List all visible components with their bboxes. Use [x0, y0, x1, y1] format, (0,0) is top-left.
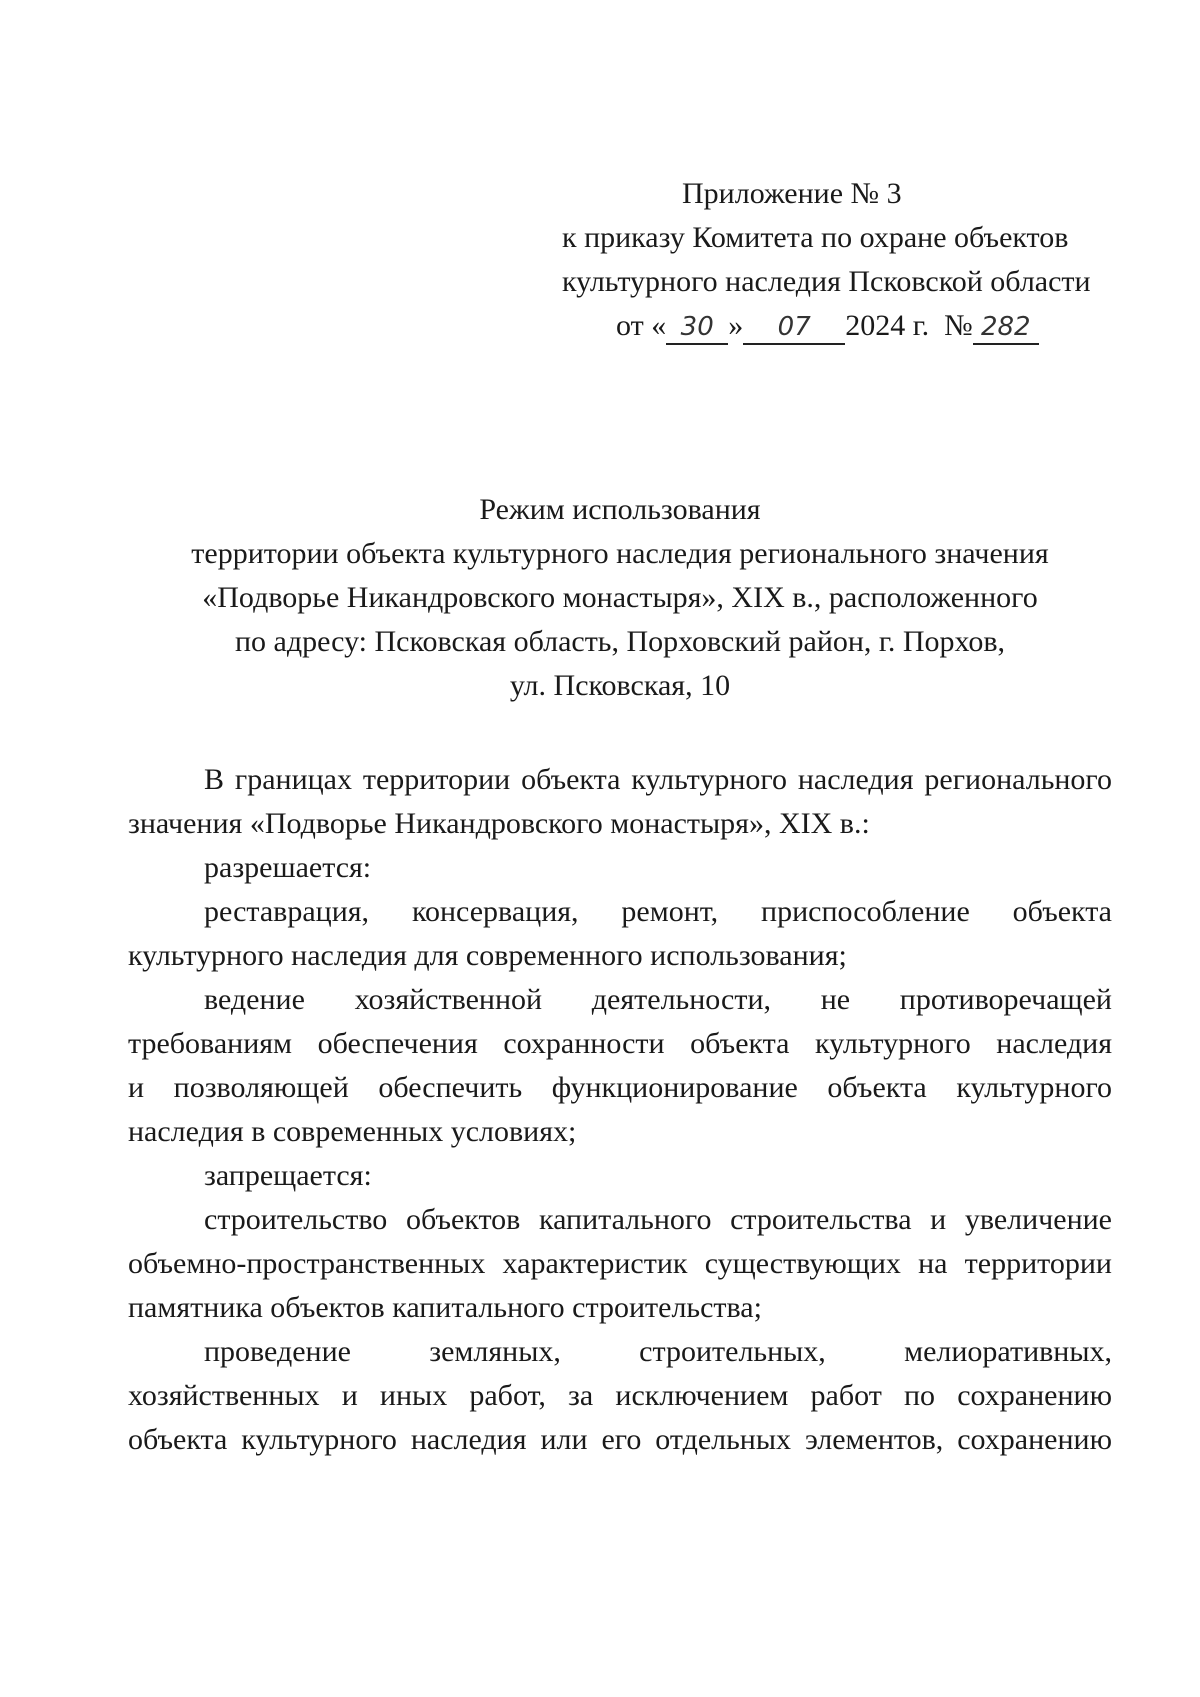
title-line-3: «Подворье Никандровского монастыря», XIX в., расположенного: [202, 581, 1038, 614]
number-prefix: №: [944, 309, 973, 342]
allowed-item-1-line-2: культурного наследия для современного использования;: [128, 939, 847, 972]
date-year: 2024 г.: [845, 309, 930, 342]
forbidden-item-1-line-2: объемно-пространственных характеристик существующих на территории: [128, 1247, 1112, 1280]
allowed-item-1: [128, 890, 1112, 978]
handwritten-order-number: 282: [973, 311, 1039, 345]
intro-line-1: В границах территории объекта культурного наследия регионального: [204, 763, 1112, 796]
appendix-order-ref: к приказу Комитета по охране объектов: [562, 221, 1069, 254]
forbidden-item-1-line-3: памятника объектов капитального строительства;: [128, 1291, 762, 1324]
appendix-number: Приложение № 3: [682, 177, 902, 210]
allowed-item-2-line-3: и позволяющей обеспечить функционирование объекта культурного: [128, 1071, 1112, 1104]
allowed-item-1-line-1: реставрация, консервация, ремонт, приспособление объекта: [204, 895, 1112, 928]
handwritten-month: 07: [743, 311, 845, 345]
document-title: [130, 488, 1110, 708]
appendix-date-line: [562, 304, 1122, 348]
allowed-item-2-line-2: требованиям обеспечения сохранности объекта культурного наследия: [128, 1027, 1112, 1060]
forbidden-label: запрещается:: [204, 1159, 372, 1192]
intro-paragraph: [128, 758, 1112, 846]
forbidden-item-1-line-1: строительство объектов капитального строительства и увеличение: [204, 1203, 1112, 1236]
appendix-committee: культурного наследия Псковской области: [562, 265, 1091, 298]
document-body: [128, 758, 1112, 1462]
forbidden-item-2-line-3: объекта культурного наследия или его отдельных элементов, сохранению: [128, 1423, 1112, 1456]
date-prefix: от «: [616, 309, 667, 342]
forbidden-item-2-line-2: хозяйственных и иных работ, за исключением работ по сохранению: [128, 1379, 1112, 1412]
handwritten-day: 30: [666, 311, 728, 345]
allowed-item-2-line-1: ведение хозяйственной деятельности, не противоречащей: [204, 983, 1112, 1016]
forbidden-item-2: [128, 1330, 1112, 1462]
allowed-item-2-line-4: наследия в современных условиях;: [128, 1115, 577, 1148]
title-line-5: ул. Псковская, 10: [509, 669, 731, 702]
title-line-1: Режим использования: [479, 493, 761, 526]
allowed-label: разрешается:: [204, 851, 372, 884]
forbidden-item-2-line-1: проведение земляных, строительных, мелиоративных,: [204, 1335, 1112, 1368]
title-line-2: территории объекта культурного наследия регионального значения: [191, 537, 1049, 570]
appendix-header: [562, 172, 1122, 348]
date-mid: »: [728, 309, 744, 342]
allowed-item-2: [128, 978, 1112, 1154]
title-line-4: по адресу: Псковская область, Порховский район, г. Порхов,: [234, 625, 1006, 658]
forbidden-item-1: [128, 1198, 1112, 1330]
intro-line-2: значения «Подворье Никандровского монастыря», XIX в.:: [128, 807, 870, 840]
